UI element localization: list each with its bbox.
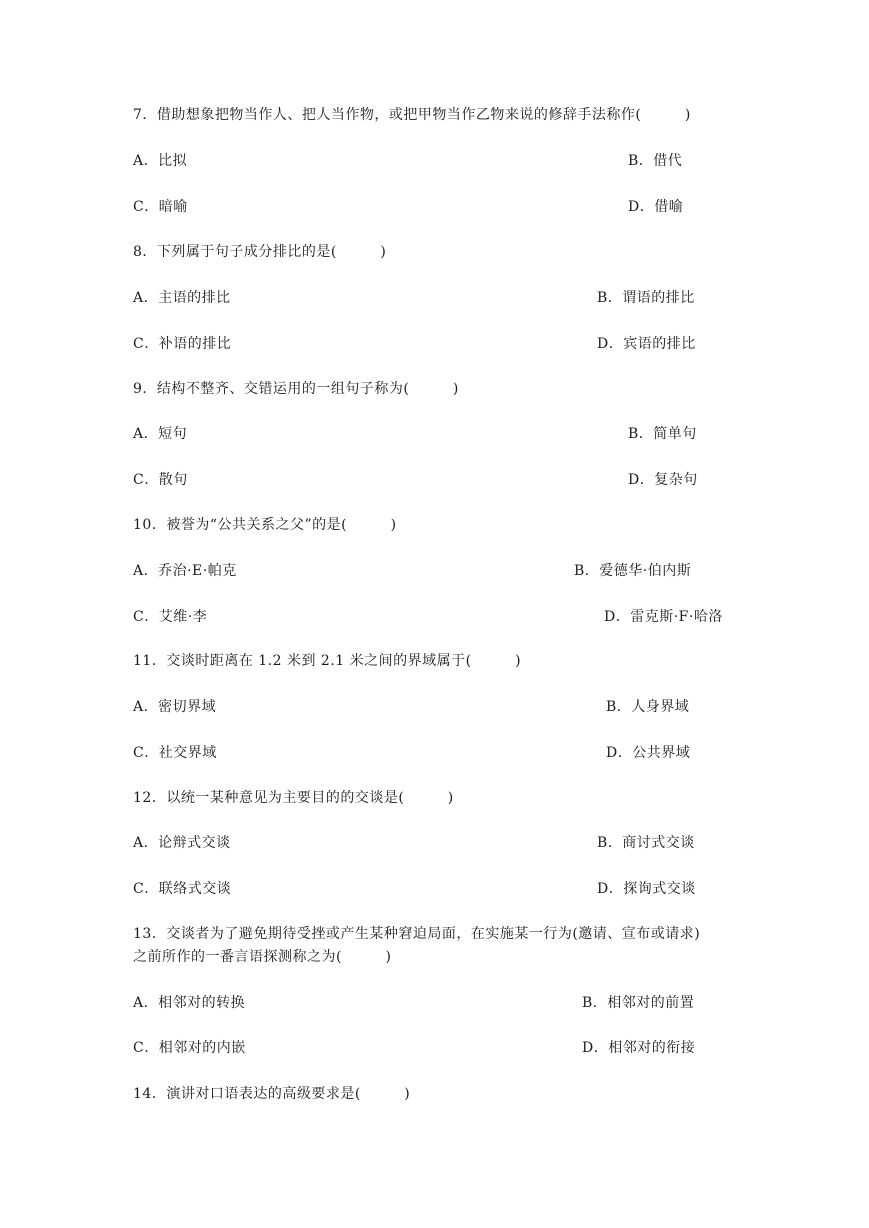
- question-8-option-a: A．主语的排比: [133, 290, 231, 306]
- question-10-option-c: C．艾维·李: [133, 609, 208, 625]
- question-12-option-a: A．论辩式交谈: [133, 835, 231, 851]
- question-7-option-a: A．比拟: [133, 153, 188, 169]
- question-13-option-d: D．相邻对的衔接: [582, 1040, 696, 1056]
- question-12-option-d: D．探询式交谈: [597, 881, 696, 897]
- question-8-stem: 8．下列属于句子成分排比的是( ): [133, 244, 387, 260]
- question-10-option-a: A．乔治·E·帕克: [133, 563, 237, 579]
- question-10-stem: 10．被誉为“公共关系之父”的是( ): [133, 517, 397, 533]
- question-11-option-c: C．社交界域: [133, 745, 217, 761]
- question-8-option-c: C．补语的排比: [133, 336, 232, 352]
- question-9-option-b: B．简单句: [628, 426, 697, 442]
- question-8-option-b: B．谓语的排比: [597, 290, 695, 306]
- question-12-option-c: C．联络式交谈: [133, 881, 232, 897]
- question-9-option-c: C．散句: [133, 472, 188, 488]
- question-13-option-c: C．相邻对的内嵌: [133, 1040, 246, 1056]
- question-10-option-b: B．爱德华·伯内斯: [574, 563, 692, 579]
- question-12-option-b: B．商讨式交谈: [597, 835, 695, 851]
- question-14-stem: 14．演讲对口语表达的高级要求是( ): [133, 1086, 411, 1102]
- question-8-option-d: D．宾语的排比: [597, 336, 696, 352]
- question-11-option-a: A．密切界域: [133, 699, 217, 715]
- question-11-stem: 11．交谈时距离在 1.2 米到 2.1 米之间的界域属于( ): [133, 653, 522, 669]
- question-10-option-d: D．雷克斯·F·哈洛: [604, 609, 723, 625]
- question-9-stem: 9．结构不整齐、交错运用的一组句子称为( ): [133, 381, 459, 397]
- question-13-option-b: B．相邻对的前置: [582, 995, 695, 1011]
- question-13-option-a: A．相邻对的转换: [133, 995, 246, 1011]
- question-13-stem-continued: 之前所作的一番言语探测称之为( ): [133, 949, 392, 965]
- question-13-stem: 13．交谈者为了避免期待受挫或产生某种窘迫局面，在实施某一行为(邀请、宣布或请求): [133, 926, 701, 942]
- question-9-option-a: A．短句: [133, 426, 188, 442]
- question-9-option-d: D．复杂句: [628, 472, 698, 488]
- question-12-stem: 12．以统一某种意见为主要目的的交谈是( ): [133, 790, 454, 806]
- question-7-option-b: B．借代: [628, 153, 683, 169]
- question-11-option-d: D．公共界域: [606, 745, 691, 761]
- question-7-option-d: D．借喻: [628, 199, 684, 215]
- question-7-option-c: C．暗喻: [133, 199, 188, 215]
- question-7-stem: 7．借助想象把物当作人、把人当作物，或把甲物当作乙物来说的修辞手法称作( ): [133, 107, 691, 123]
- question-11-option-b: B．人身界域: [606, 699, 690, 715]
